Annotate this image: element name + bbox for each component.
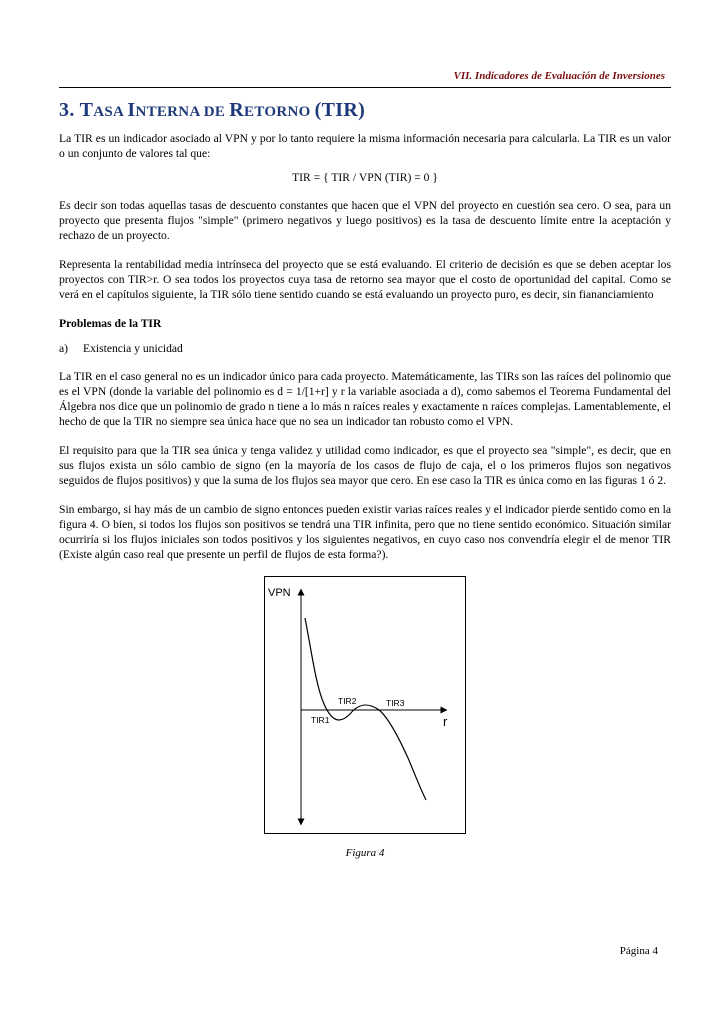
npv-curve-diagram [264, 576, 466, 834]
figure-4 [264, 576, 466, 834]
formula-tir: TIR = { TIR / VPN (TIR) = 0 } [292, 171, 438, 184]
x-axis-label: r [443, 714, 448, 729]
section-title-part: R [229, 99, 245, 121]
paragraph-definition: Es decir son todas aquellas tasas de descuento constantes que hacen que el VPN del proyecto en cuestión sea cero. O sea, para un proyecto que presenta flujos "simple" (primero negativos y luego positivos) es la tasa de descuento límite entre la aceptación y rechazo de un proyecto. [59, 199, 671, 242]
list-marker: a) [59, 342, 69, 355]
subheading-problemas: Problemas de la TIR [59, 317, 162, 330]
page-number: Página 4 [619, 945, 658, 957]
section-title-part: NTERNA DE [135, 104, 230, 120]
running-header: VII. Indicadores de Evaluación de Inversiones [453, 70, 665, 82]
document-page [59, 70, 671, 859]
header-rule [59, 87, 671, 88]
y-axis-label: VPN [268, 587, 291, 599]
root-label-tir3: TIR3 [386, 698, 405, 708]
list-item [59, 342, 671, 355]
section-title-part: I [127, 99, 136, 121]
list-item-label: Existencia y unicidad [83, 342, 183, 355]
figure-caption: Figura 4 [345, 847, 385, 859]
root-label-tir2: TIR2 [338, 696, 357, 706]
paragraph-requisito: El requisito para que la TIR sea única y tenga validez y utilidad como indicador, es que el proyecto sea "simple", es decir, que en sus flujos exista un sólo cambio de signo (en la mayoría de los casos de flujo de caja, el o los primeros flujos son negativos seguidos de flujos positivos) y que la suma de los flujos sea mayor que cero. En ese caso la TIR es única como en las figuras 1 ó 2. [59, 444, 671, 487]
root-label-tir1: TIR1 [311, 715, 330, 725]
section-title: 3. TASA INTERNA DE RETORNO (TIR) [59, 99, 366, 121]
section-title-part: (TIR) [314, 99, 366, 121]
section-title-part: T [79, 99, 94, 121]
section-number: 3 [59, 99, 70, 121]
paragraph-sin-embargo: Sin embargo, si hay más de un cambio de signo entonces pueden existir varias raíces reales y el indicador pierde sentido como en la figura 4. O bien, si todos los flujos son positivos se tendrá una TIR infinita, pero que no tiene sentido económico. Situación similar ocurriría si los flujos iniciales son todos positivos y los siguientes negativos, en cuyo caso nos convendría elegir el de menor TIR (Existe algún caso real que presente un perfil de flujos de esta forma?). [59, 503, 671, 561]
section-title-part: ETORNO [244, 104, 315, 120]
paragraph-intro: La TIR es un indicador asociado al VPN y por lo tanto requiere la misma información necesaria para calcularla. La TIR es un valor o un conjunto de valores tal que: [59, 132, 671, 160]
paragraph-rentabilidad: Representa la rentabilidad media intrínseca del proyecto que se está evaluando. El criterio de decisión es que se deben aceptar los proyectos con TIR>r. O sea todos los proyectos cuya tasa de retorno sea mayor que el costo de oportunidad del capital. Como se verá en el capítulos siguiente, la TIR sólo tiene sentido cuando se está evaluando un proyecto puro, es decir, sin fiananciamiento [59, 258, 671, 301]
npv-curve [305, 618, 426, 800]
section-title-part: ASA [93, 104, 128, 120]
paragraph-unicidad: La TIR en el caso general no es un indicador único para cada proyecto. Matemáticamente, las TIRs son las raíces del polinomio que es el VPN (donde la variable del polinomio es d = 1/[1+r] y r la variable asociada a d), como sabemos el Teorema Fundamental del Álgebra nos dice que un polinomio de grado n tiene a lo más n raíces reales y exactamente n raíces complejas. Lamentablemente, el hecho de que la TIR no siempre sea única hace que no sea un indicador tan robusto como el VPN. [59, 370, 671, 428]
